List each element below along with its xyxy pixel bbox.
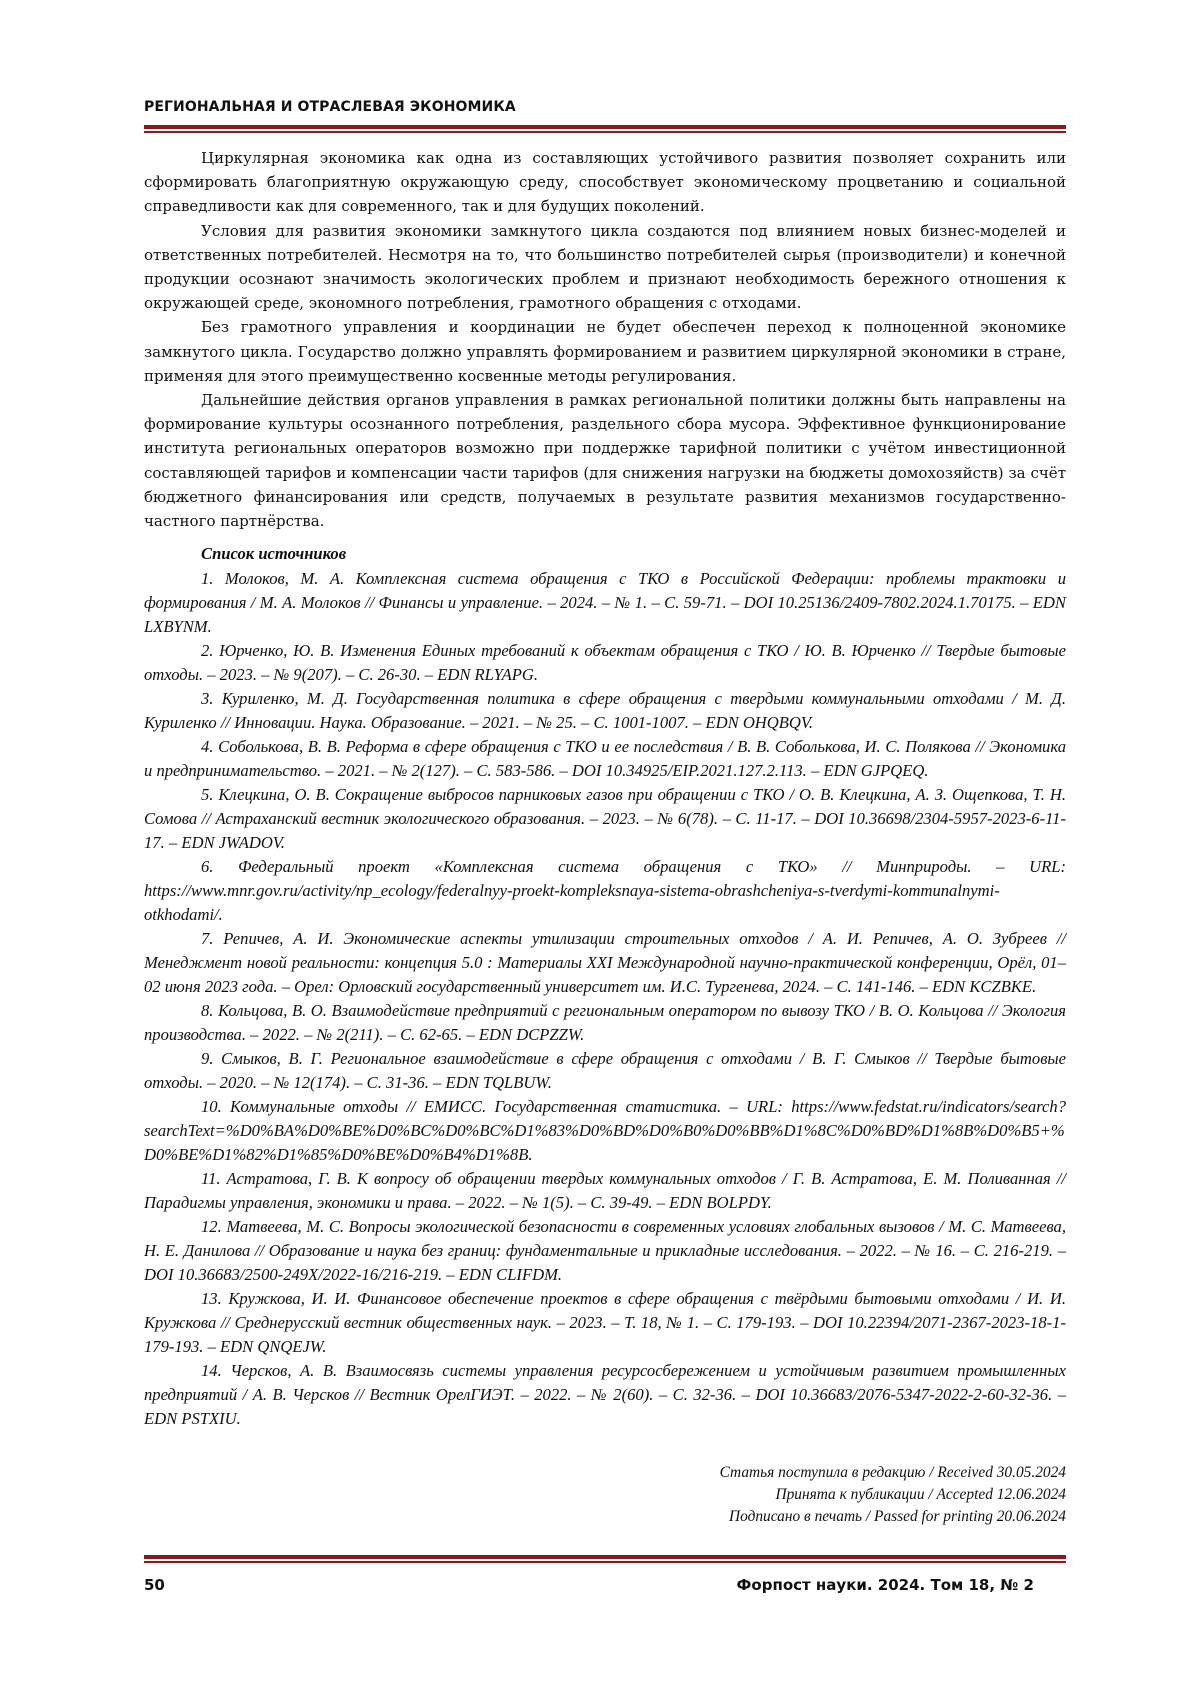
- article-body: [144, 146, 1066, 533]
- reference-item: 11. Астратова, Г. В. К вопросу об обращении твердых коммунальных отходов / Г. В. Астратова, Е. М. Поливанная // Парадигмы управления, экономики и права. – 2022. – № 1(5). – С. 39-49. – EDN BOLPDY.: [144, 1169, 1066, 1212]
- reference-item: 10. Коммунальные отходы // ЕМИСС. Государственная статистика. – URL: https://www.fedstat.ru/indicators/search?searchText=%D0%BA%D0%BE%D0%BC%D0%BC%D1%83%D0%BD%D0%B0%D0%BB%D1%8C%D0%BD%D1%8B%D0%B5+%D0%BE%D1%82%D1%85%D0%BE%D0%B4%D1%8B.: [144, 1097, 1066, 1164]
- reference-item: 9. Смыков, В. Г. Региональное взаимодействие в сфере обращения с отходами / В. Г. Смыков // Твердые бытовые отходы. – 2020. – № 12(174). – С. 31-36. – EDN TQLBUW.: [144, 1049, 1066, 1092]
- reference-item: 1. Молоков, М. А. Комплексная система обращения с ТКО в Российской Федерации: проблемы трактовки и формирования / М. А. Молоков // Финансы и управление. – 2024. – № 1. – С. 59-71. – DOI 10.25136/2409-7802.2024.1.70175. – EDN LXBYNM.: [144, 569, 1066, 636]
- header-rule-thin: [144, 131, 1066, 133]
- section-title: РЕГИОНАЛЬНАЯ И ОТРАСЛЕВАЯ ЭКОНОМИКА: [144, 99, 516, 115]
- footer-rule-thick: [144, 1555, 1066, 1559]
- reference-item: 7. Репичев, А. И. Экономические аспекты утилизации строительных отходов / А. И. Репичев, А. О. Зубреев // Менеджмент новой реальности: концепция 5.0 : Материалы XXI Международной научно-практической конференции, Орёл, 01–02 июня 2023 года. – Орел: Орловский государственный университет им. И.С. Тургенева, 2024. – С. 141-146. – EDN KCZBKE.: [144, 929, 1066, 996]
- date-received: Статья поступила в редакцию / Received 30.05.2024: [719, 1464, 1066, 1481]
- page-number: 50: [144, 1576, 165, 1594]
- references-title: Список источников: [201, 544, 347, 563]
- body-paragraph: Циркулярная экономика как одна из составляющих устойчивого развития позволяет сохранить или сформировать благоприятную окружающую среду, способствует экономическому процветанию и социальной справедливости как для современного, так и для будущих поколений.: [144, 149, 1066, 216]
- body-paragraph: Без грамотного управления и координации не будет обеспечен переход к полноценной экономике замкнутого цикла. Государство должно управлять формированием и развитием циркулярной экономики в стране, применяя для этого преимущественно косвенные методы регулирования.: [144, 318, 1066, 385]
- article-dates: [720, 1462, 1066, 1528]
- journal-citation: Форпост науки. 2024. Том 18, № 2: [736, 1576, 1034, 1594]
- reference-item: 8. Кольцова, В. О. Взаимодействие предприятий с региональным оператором по вывозу ТКО / В. О. Кольцова // Экология производства. – 2022. – № 2(211). – С. 62-65. – EDN DCPZZW.: [144, 1001, 1066, 1044]
- reference-item: 12. Матвеева, М. С. Вопросы экологической безопасности в современных условиях глобальных вызовов / М. С. Матвеева, Н. Е. Данилова // Образование и наука без границ: фундаментальные и прикладные исследования. – 2022. – № 16. – С. 216-219. – DOI 10.36683/2500-249X/2022-16/216-219. – EDN CLIFDM.: [144, 1217, 1066, 1284]
- reference-item: 14. Черсков, А. В. Взаимосвязь системы управления ресурсосбережением и устойчивым развитием промышленных предприятий / А. В. Черсков // Вестник ОрелГИЭТ. – 2022. – № 2(60). – С. 32-36. – DOI 10.36683/2076-5347-2022-2-60-32-36. – EDN PSTXIU.: [144, 1361, 1066, 1428]
- reference-item: 4. Соболькова, В. В. Реформа в сфере обращения с ТКО и ее последствия / В. В. Соболькова, И. С. Полякова // Экономика и предпринимательство. – 2021. – № 2(127). – С. 583-586. – DOI 10.34925/EIP.2021.127.2.113. – EDN GJPQEQ.: [144, 737, 1066, 780]
- reference-item: 3. Куриленко, М. Д. Государственная политика в сфере обращения с твердыми коммунальными отходами / М. Д. Куриленко // Инновации. Наука. Образование. – 2021. – № 25. – С. 1001-1007. – EDN OHQBQV.: [144, 689, 1066, 732]
- body-paragraph: Условия для развития экономики замкнутого цикла создаются под влиянием новых бизнес-моделей и ответственных потребителей. Несмотря на то, что большинство потребителей сырья (производители) и конечной продукции осознают значимость экологических проблем и признают необходимость бережного отношения к окружающей среде, экономного потребления, грамотного обращения с отходами.: [144, 221, 1066, 313]
- header-rule-thick: [144, 125, 1066, 129]
- reference-item: 2. Юрченко, Ю. В. Изменения Единых требований к объектам обращения с ТКО / Ю. В. Юрченко // Твердые бытовые отходы. – 2023. – № 9(207). – С. 26-30. – EDN RLYAPG.: [144, 641, 1066, 684]
- references-list: [144, 542, 1066, 1431]
- body-paragraph: Дальнейшие действия органов управления в рамках региональной политики должны быть направлены на формирование культуры осознанного потребления, раздельного сбора мусора. Эффективное функционирование института региональных операторов возможно при поддержке тарифной политики с учётом инвестиционной составляющей тарифов и компенсации части тарифов (для снижения нагрузки на бюджеты домохозяйств) за счёт бюджетного финансирования или средств, получаемых в результате развития механизмов государственно-частного партнёрства.: [144, 391, 1066, 531]
- footer-rule-thin: [144, 1561, 1066, 1563]
- reference-item: 6. Федеральный проект «Комплексная система обращения с ТКО» // Минприроды. – URL: https://www.mnr.gov.ru/activity/np_ecology/federalnyy-proekt-kompleksnaya-sistema-obrashcheniya-s-tverdymi-kommunalnymi-otkhodami/.: [144, 857, 1066, 924]
- reference-item: 5. Клецкина, О. В. Сокращение выбросов парниковых газов при обращении с ТКО / О. В. Клецкина, А. З. Ощепкова, Т. Н. Сомова // Астраханский вестник экологического образования. – 2023. – № 6(78). – С. 11-17. – DOI 10.36698/2304-5957-2023-6-11-17. – EDN JWADOV.: [144, 785, 1066, 852]
- reference-item: 13. Кружкова, И. И. Финансовое обеспечение проектов в сфере обращения с твёрдыми бытовыми отходами / И. И. Кружкова // Среднерусский вестник общественных наук. – 2023. – Т. 18, № 1. – С. 179-193. – DOI 10.22394/2071-2367-2023-18-1-179-193. – EDN QNQEJW.: [144, 1289, 1066, 1356]
- date-printed: Подписано в печать / Passed for printing 20.06.2024: [728, 1508, 1066, 1525]
- date-accepted: Принята к публикации / Accepted 12.06.2024: [775, 1486, 1066, 1503]
